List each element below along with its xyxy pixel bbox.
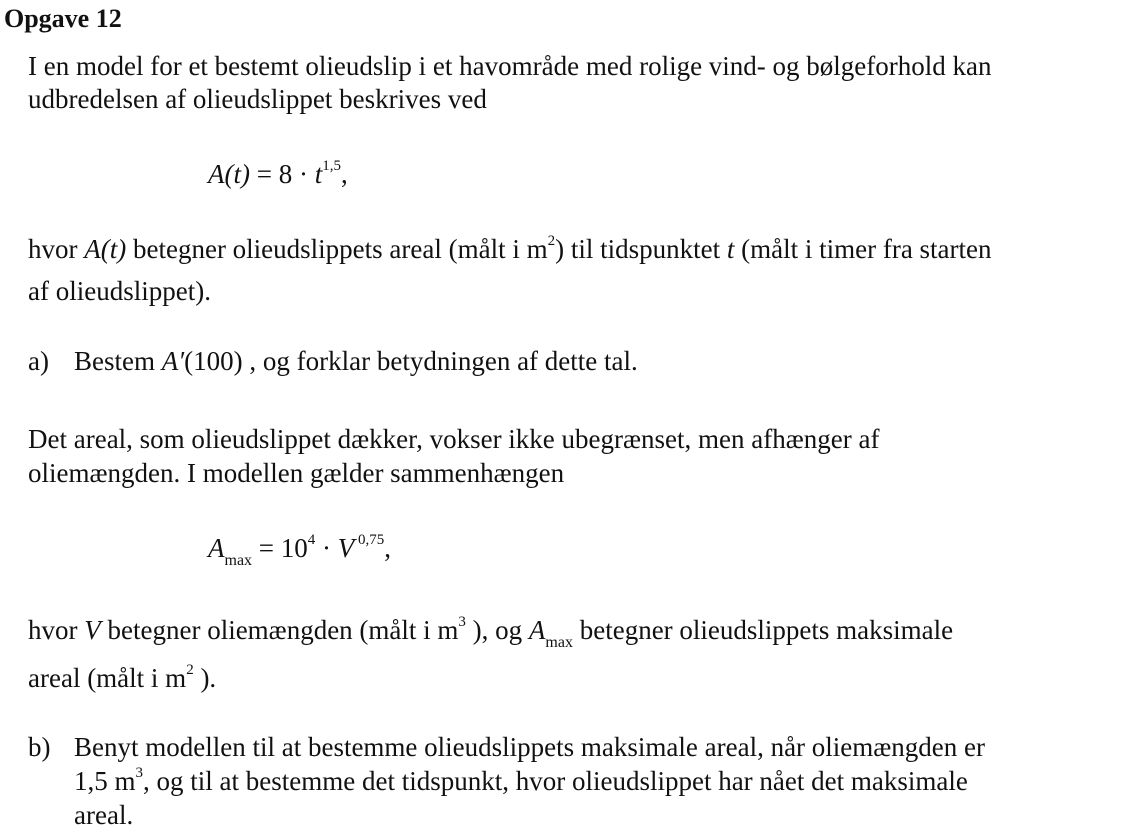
eq2-subscript: max	[224, 552, 253, 569]
intro-line-1: I en model for et bestemt olieudslip i et havområde med rolige vind- og bølgeforhold kan	[28, 51, 992, 81]
eq2-exponent-1: 4	[307, 532, 316, 548]
def2-subscript: max	[545, 634, 573, 651]
def2-text-b: betegner oliemængden (målt i m	[100, 615, 459, 645]
exercise-title: Opgave 12	[4, 4, 122, 33]
qa-text-b: (100) , og forklar betydningen af dette tal.	[184, 346, 638, 376]
question-b-line-1	[28, 731, 985, 764]
eq1-end: ,	[340, 159, 348, 189]
eq1-lhs: A(t)	[208, 159, 250, 189]
question-b-label: b)	[28, 732, 51, 762]
eq2-end: ,	[384, 533, 392, 563]
question-b-line-3: areal.	[74, 800, 134, 830]
qb-text-1: Benyt modellen til at bestemme olieudslippets maksimale areal, når oliemængden er	[74, 732, 985, 762]
def1-square: 2	[547, 233, 556, 249]
eq2-exponent-2: 0,75	[354, 532, 385, 548]
def2-cube: 3	[458, 614, 466, 630]
eq1-var: t	[314, 159, 323, 189]
equation-area-model	[208, 158, 348, 191]
equation-max-area	[208, 532, 392, 569]
def2-square: 2	[186, 662, 194, 678]
mid-line-2: oliemængden. I modellen gælder sammenhængen	[28, 458, 565, 488]
qb-text-2b: , og til at bestemme det tidspunkt, hvor olieudslippet har nået det maksimale	[143, 766, 968, 796]
def2-a: A	[528, 615, 546, 645]
eq2-op: = 10	[252, 533, 308, 563]
qb-text-2a: 1,5 m	[74, 766, 136, 796]
question-b-line-2	[74, 765, 968, 798]
def1-t: t	[726, 234, 735, 264]
eq2-dot: ·	[315, 533, 338, 563]
definition-2-line-1	[28, 614, 954, 651]
definition-1-line-2: af olieudslippet).	[28, 276, 211, 306]
def2-text-d: betegner olieudslippets maksimale	[572, 615, 954, 645]
def1-text-d: (målt i timer fra starten	[734, 234, 992, 264]
definition-2-line-2	[28, 662, 216, 695]
def1-text-a: hvor	[28, 234, 85, 264]
question-a-label: a)	[28, 346, 49, 376]
intro-line-2: udbredelsen af olieudslippet beskrives ved	[28, 84, 487, 114]
def2-line2-b: ).	[193, 663, 217, 693]
def2-line2-a: areal (målt i m	[28, 663, 187, 693]
eq1-op: = 8 ·	[249, 159, 315, 189]
question-a	[28, 345, 638, 378]
def1-text-c: ) til tidspunktet	[555, 234, 727, 264]
def2-text-a: hvor	[28, 615, 85, 645]
def1-symbol: A(t)	[84, 234, 127, 264]
eq1-exponent: 1,5	[322, 158, 341, 174]
def2-text-c: ), og	[465, 615, 529, 645]
eq2-var: V	[337, 533, 355, 563]
mid-line-1: Det areal, som olieudslippet dækker, vokser ikke ubegrænset, men afhænger af	[28, 424, 880, 454]
qa-text-a: Bestem	[74, 346, 162, 376]
eq2-lhs: A	[208, 533, 225, 563]
def1-text-b: betegner olieudslippets areal (målt i m	[126, 234, 548, 264]
qb-cube: 3	[135, 765, 144, 781]
def2-v: V	[84, 615, 101, 645]
qa-symbol: A′	[161, 346, 185, 376]
definition-1-line-1	[28, 233, 992, 266]
